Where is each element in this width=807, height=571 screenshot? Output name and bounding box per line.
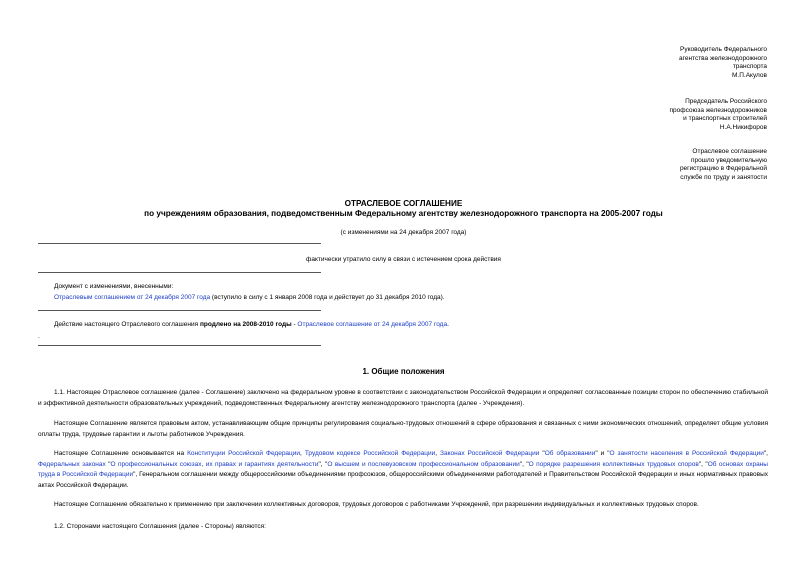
signature-head-agency — [607, 46, 767, 80]
signature-line: Председатель Российского — [685, 98, 767, 105]
signature-line: Н.А.Никифоров — [719, 123, 767, 131]
signature-line: и транспортных строителей — [683, 115, 767, 123]
registration-line: службе по труду и занятости — [680, 173, 767, 181]
extension-agreement-link[interactable]: Отраслевое соглашение от 24 декабря 2007 года — [297, 321, 448, 328]
paragraph-text: Настоящее Соглашение является правовым актом, устанавливающим общие принципы регулирования социально-трудовых отношений в сфере образования и связанных с ними экономических отношений, определяет общие условия оплаты труда, трудовые гарантии и льготы работников Учреждения. — [38, 420, 768, 438]
unions-law-link[interactable]: О профессиональных союзах, их правах и гарантиях деятельности — [110, 460, 319, 468]
paragraph-text: 1.2. Сторонами настоящего Соглашения (далее - Стороны) являются: — [54, 523, 266, 530]
signature-line: транспорта — [732, 63, 767, 71]
registration-line: Отраслевое соглашение — [692, 148, 767, 155]
text: , — [435, 450, 441, 457]
paragraph-text: 1.1. Настоящее Отраслевое соглашение (далее - Соглашение) заключено на федеральном уровне в соответствии с законодательством Российской Федерации и определяет согласованные позиции сторон по обеспечению стабильной и эффективной деятельности образовательных учреждений, подведомственных Федеральному агентству железнодорожного транспорта (далее - Учреждения). — [38, 389, 768, 407]
signature-line: Руководитель Федерального — [680, 46, 767, 53]
extension-bold: продлено на 2008-2010 годы — [199, 321, 292, 328]
signature-line: профсоюза железнодорожников — [669, 106, 767, 114]
laws-link[interactable]: Законах Российской Федерации — [440, 450, 540, 457]
divider — [38, 345, 321, 346]
divider — [38, 310, 321, 311]
text: ", " — [519, 460, 529, 468]
higher-education-law-link[interactable]: О высшем и послевузовском профессиональном образовании — [327, 460, 520, 468]
federal-laws-link[interactable]: Федеральных законах — [38, 460, 106, 468]
paragraph-basis — [38, 449, 768, 491]
paragraph-legal-act — [38, 419, 768, 440]
amendment-note: (с изменениями на 24 декабря 2007 года) — [340, 229, 467, 236]
document-subtitle: по учреждениям образования, подведомственным Федеральному агентству железнодорожного транспорта на 2005-2007 годы — [144, 209, 663, 218]
registration-line: регистрацию в Федеральной — [679, 165, 767, 173]
extension-text: Действие настоящего Отраслевого соглашения — [54, 321, 200, 328]
section-heading: 1. Общие положения — [362, 367, 445, 376]
extension-end: . — [447, 321, 449, 328]
registration-note — [607, 148, 767, 182]
signature-line: М.П.Акулов — [732, 71, 767, 79]
constitution-link[interactable]: Конституции Российской Федерации — [187, 450, 301, 457]
labor-protection-law-link[interactable]: Об основах охраны труда в Российской Федерации — [38, 460, 768, 478]
paragraph-text: Настоящее Соглашение обязательно к применению при заключении коллективных договоров, трудовых договоров с работниками Учреждений, при разрешении индивидуальных и коллективных трудовых споров. — [54, 501, 699, 508]
labor-disputes-law-link[interactable]: О порядке разрешения коллективных трудовых споров — [528, 460, 699, 468]
signature-chair-union — [607, 98, 767, 132]
text: ", Генеральном соглашении между общероссийскими объединениями профсоюзов, общероссийскими объединениями работодателей и Правительством Российской Федерации и иных нормативных правовых актах Российской Федерации. — [38, 471, 768, 489]
text: , — [300, 450, 305, 457]
labor-code-link[interactable]: Трудовом кодексе Российской Федерации — [304, 450, 436, 457]
amending-agreement-link[interactable]: Отраслевым соглашением от 24 декабря 2007 года — [54, 294, 211, 301]
text: ", " — [698, 460, 708, 468]
education-law-link[interactable]: Об образовании — [544, 450, 596, 457]
paragraph-1-1 — [38, 388, 768, 409]
text: ", " — [318, 460, 328, 468]
amended-doc-line — [54, 294, 445, 301]
dot-mark: . — [38, 333, 40, 340]
extension-sep: - — [291, 321, 298, 328]
divider — [38, 272, 321, 273]
text: ", — [763, 450, 768, 457]
status-note: фактически утратило силу в связи с истечением срока действия — [306, 256, 501, 263]
amended-doc-text: (вступило в силу с 1 января 2008 года и действует до 31 декабря 2010 года). — [210, 294, 445, 301]
signature-line: агентства железнодорожного — [679, 54, 767, 62]
registration-line: прошло уведомительную — [690, 156, 767, 164]
text: " — [105, 460, 111, 468]
divider — [38, 243, 321, 244]
extension-note — [54, 321, 449, 328]
text: Настоящее Соглашение основывается на — [54, 450, 188, 457]
paragraph-application — [38, 500, 768, 511]
document-title: ОТРАСЛЕВОЕ СОГЛАШЕНИЕ — [344, 199, 463, 208]
text: " и " — [595, 450, 610, 457]
employment-law-link[interactable]: О занятости населения в Российской Федерации — [609, 450, 764, 457]
text: " — [539, 450, 545, 457]
paragraph-1-2 — [38, 522, 768, 533]
amended-doc-label: Документ с изменениями, внесенными: — [54, 283, 174, 290]
